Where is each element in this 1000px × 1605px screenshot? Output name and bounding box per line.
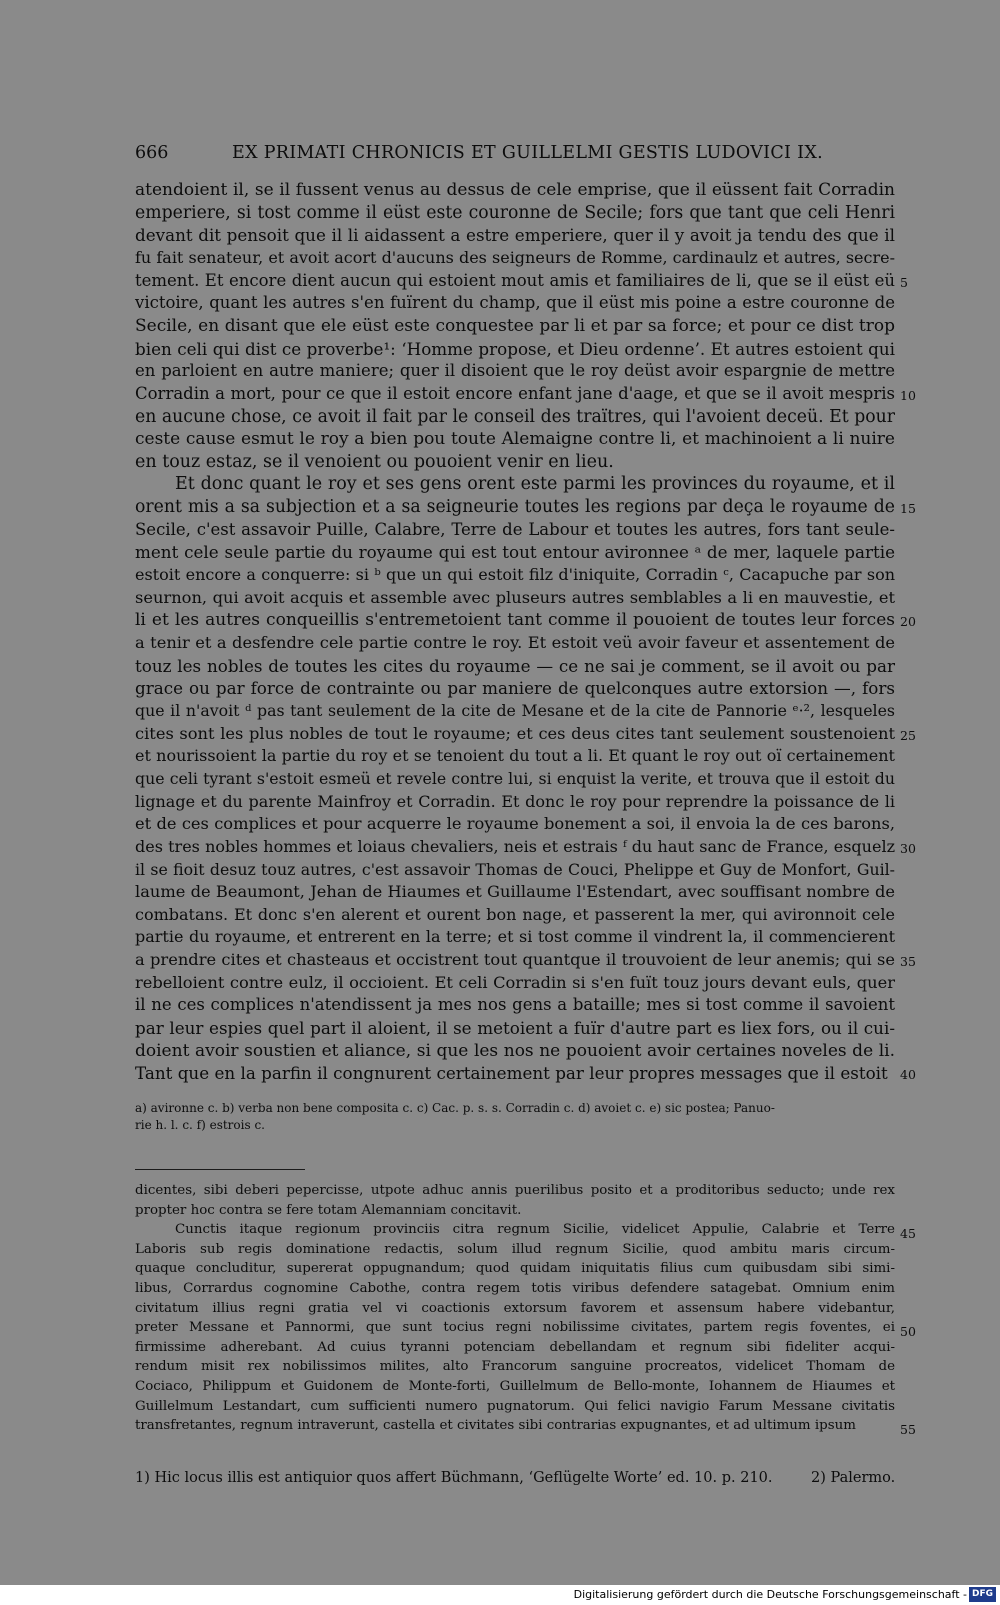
french-line: en aucune chose, ce avoit il fait par le conseil des traïtres, qui l'avoient deceü. Et pour <box>135 406 895 427</box>
french-line: doient avoir soustien et aliance, si que les nos ne pouoient avoir certaines noveles de li. <box>135 1040 895 1061</box>
french-line: combatans. Et donc s'en alerent et ourent bon nage, et passerent la mer, qui avironnoit cele <box>135 904 895 924</box>
funding-notice: Digitalisierung gefördert durch die Deutsche Forschungsgemeinschaft - <box>573 1588 967 1601</box>
french-line: par leur espies quel part il aloient, il se metoient a fuïr d'autre part es liex fors, ou il cui- <box>135 1018 895 1039</box>
latin-line-number: 55 <box>900 1422 916 1438</box>
latin-line: Cociaco, Philippum et Guidonem de Monte-forti, Guillelmum de Bello-monte, Iohannem de Hiaumes et <box>135 1379 895 1394</box>
apparatus-rule <box>135 1169 305 1170</box>
french-line: il ne ces complices n'atendissent ja mes nos gens a bataille; mes si tost comme il savoient <box>135 995 895 1015</box>
french-line: orent mis a sa subjection et a sa seigneurie toutes les regions par deça le royaume de <box>135 497 895 518</box>
footnote-1: 1) Hic locus illis est antiquior quos affert Büchmann, ‘Geflügelte Worte’ ed. 10. p. 210. <box>135 1470 773 1486</box>
french-line-number: 20 <box>900 614 916 630</box>
running-title: EX PRIMATI CHRONICIS ET GUILLELMI GESTIS LUDOVICI IX. <box>232 143 823 163</box>
latin-line: Laboris sub regis dominatione redactis, solum illud regnum Sicilie, quod ambitu maris circum- <box>135 1241 895 1257</box>
french-line: cites sont les plus nobles de tout le royaume; et ces deus cites tant seulement soustenoient <box>135 723 895 743</box>
latin-line: preter Messane et Pannormi, que sunt tocius regni nobilissime civitates, partem regis foventes, ei <box>135 1320 895 1336</box>
french-line: en parloient en autre maniere; quer il disoient que le roy deüst avoir espargnie de mettre <box>135 361 895 381</box>
latin-line: quaque concluditur, supererat oppugnandum; quod quidam iniquitatis filius cum quibusdam sibi simi- <box>135 1261 895 1277</box>
french-line: que il n'avoit ᵈ pas tant seulement de la cite de Mesane et de la cite de Pannorie ᵉ·², lesqueles <box>135 700 895 720</box>
french-line: seurnon, qui avoit acquis et assemble avec pluseurs autres semblables a li en mauvestie, et <box>135 587 895 607</box>
french-line: touz les nobles de toutes les cites du royaume — ce ne sai je comment, se il avoit ou par <box>135 655 895 676</box>
french-line-number: 30 <box>900 840 916 856</box>
french-line: il se fioit desuz touz autres, c'est assavoir Thomas de Couci, Phelippe et Guy de Monfort, Guil- <box>135 859 895 879</box>
french-line-number: 25 <box>900 727 916 743</box>
french-line: victoire, quant les autres s'en fuïrent du champ, que il eüst mis poine a estre couronne de <box>135 293 895 313</box>
french-line: bien celi qui dist ce proverbe¹: ‘Homme propose, et Dieu ordenne’. Et autres estoient qui <box>135 338 895 359</box>
french-line: Secile, en disant que ele eüst este conquestee par li et par sa force; et pour ce dist trop <box>135 315 895 336</box>
french-line: Secile, c'est assavoir Puille, Calabre, Terre de Labour et toutes les autres, fors tant seule- <box>135 519 895 539</box>
latin-line: transfretantes, regnum intraverunt, castella et civitates sibi contrarias expugnantes, et ad ultimum ipsum <box>135 1418 856 1434</box>
latin-line: civitatum illius regni gratia vel vi coactionis extorsum favorem et assensum habere videbantur, <box>135 1300 895 1316</box>
french-line: tement. Et encore dient aucun qui estoient mout amis et familiaires de li, que se il eüst eü <box>135 270 895 290</box>
latin-line: libus, Corrardus cognomine Cabothe, contra regem totis viribus defendere satagebat. Omnium enim <box>135 1281 895 1296</box>
french-line-number: 40 <box>900 1067 916 1083</box>
french-line: atendoient il, se il fussent venus au dessus de cele emprise, que il eüssent fait Corradin <box>135 180 895 200</box>
french-line: et de ces complices et pour acquerre le royaume bonement a soi, il envoia la de ces barons, <box>135 814 895 834</box>
latin-line-number: 45 <box>900 1226 916 1242</box>
latin-line: firmissime adherebant. Ad cuius tyranni potenciam debellandam et regnum sibi fideliter acqui- <box>135 1339 895 1355</box>
variant-line: rie h. l. c. f) estrois c. <box>135 1118 265 1132</box>
french-line: Tant que en la parfin il congnurent certainement par leur propres messages que il estoit <box>135 1063 888 1084</box>
french-line: Corradin a mort, pour ce que il estoit encore enfant jane d'aage, et que se il avoit mespris <box>135 383 895 403</box>
french-line: partie du royaume, et entrerent en la terre; et si tost comme il vindrent la, il commencierent <box>135 927 895 947</box>
french-line-number: 10 <box>900 387 916 403</box>
french-line: devant dit pensoit que il li aidassent a estre emperiere, quer il y avoit ja tendu des que il <box>135 225 895 246</box>
french-line: des tres nobles hommes et loiaus chevaliers, neis et estrais ᶠ du haut sanc de France, esquelz <box>135 836 895 856</box>
dfg-logo: DFG <box>969 1587 996 1602</box>
french-line: et nourissoient la partie du roy et se tenoient du tout a li. Et quant le roy out oï certainement <box>135 746 895 766</box>
french-line: emperiere, si tost comme il eüst este couronne de Secile; fors que tant que celi Henri <box>135 202 895 223</box>
french-line: rebelloient contre eulz, il occioient. Et celi Corradin si s'en fuït touz jours devant euls, quer <box>135 972 895 992</box>
latin-line-number: 50 <box>900 1324 916 1340</box>
latin-line: propter hoc contra se fere totam Alemanniam concitavit. <box>135 1202 522 1218</box>
french-line-number: 5 <box>900 274 908 290</box>
french-line: ment cele seule partie du royaume qui est tout entour avironnee ᵃ de mer, laquele partie <box>135 542 895 563</box>
latin-line: Guillelmum Lestandart, cum sufficienti numero pugnatorum. Qui felici navigio Farum Messane civitatis <box>135 1398 895 1414</box>
french-line: laume de Beaumont, Jehan de Hiaumes et Guillaume l'Estendart, avec souffisant nombre de <box>135 882 895 902</box>
latin-line: Cunctis itaque regionum provinciis citra regnum Sicilie, videlicet Appulie, Calabrie et Terre <box>175 1222 895 1238</box>
french-line: en touz estaz, se il venoient ou pouoient venir en lieu. <box>135 451 614 472</box>
french-line: ceste cause esmut le roy a bien pou toute Alemaigne contre li, et machinoient a li nuire <box>135 429 895 450</box>
footnote-2: 2) Palermo. <box>811 1470 896 1486</box>
french-line: grace ou par force de contrainte ou par maniere de quelconques autre extorsion —, fors <box>135 678 895 699</box>
french-line: que celi tyrant s'estoit esmeü et revele contre lui, si enquist la verite, et trouva que il estoit du <box>135 768 895 788</box>
french-line: li et les autres conqueillis s'entremetoient tant comme il pouoient de toutes leur forces <box>135 610 895 631</box>
french-line-number: 35 <box>900 954 916 970</box>
french-line-number: 15 <box>900 501 916 517</box>
page-number: 666 <box>135 143 169 163</box>
french-line: fu fait senateur, et avoit acort d'aucuns des seigneurs de Romme, cardinaulz et autres, secre- <box>135 247 895 267</box>
latin-line: rendum misit rex nobilissimos milites, alto Francorum sanguine procreatos, videlicet Thomam de <box>135 1359 895 1375</box>
footer-bar <box>0 1585 1000 1605</box>
french-line: a tenir et a desfendre cele partie contre le roy. Et estoit veü avoir faveur et assentement de <box>135 633 895 652</box>
french-line: lignage et du parente Mainfroy et Corradin. Et donc le roy pour reprendre la poissance de li <box>135 791 895 811</box>
french-line: Et donc quant le roy et ses gens orent este parmi les provinces du royaume, et il <box>175 474 895 495</box>
latin-line: dicentes, sibi deberi pepercisse, utpote adhuc annis puerilibus posito et a proditoribus seducto; unde rex <box>135 1183 895 1198</box>
variant-line: a) avironne c. b) verba non bene composita c. c) Cac. p. s. s. Corradin c. d) avoiet c. e) sic postea; Panuo- <box>135 1101 775 1115</box>
french-line: estoit encore a conquerre: si ᵇ que un qui estoit filz d'iniquite, Corradin ᶜ, Cacapuche par son <box>135 565 895 585</box>
french-line: a prendre cites et chasteaus et occistrent tout quantque il trouvoient de leur anemis; qui se <box>135 950 895 970</box>
